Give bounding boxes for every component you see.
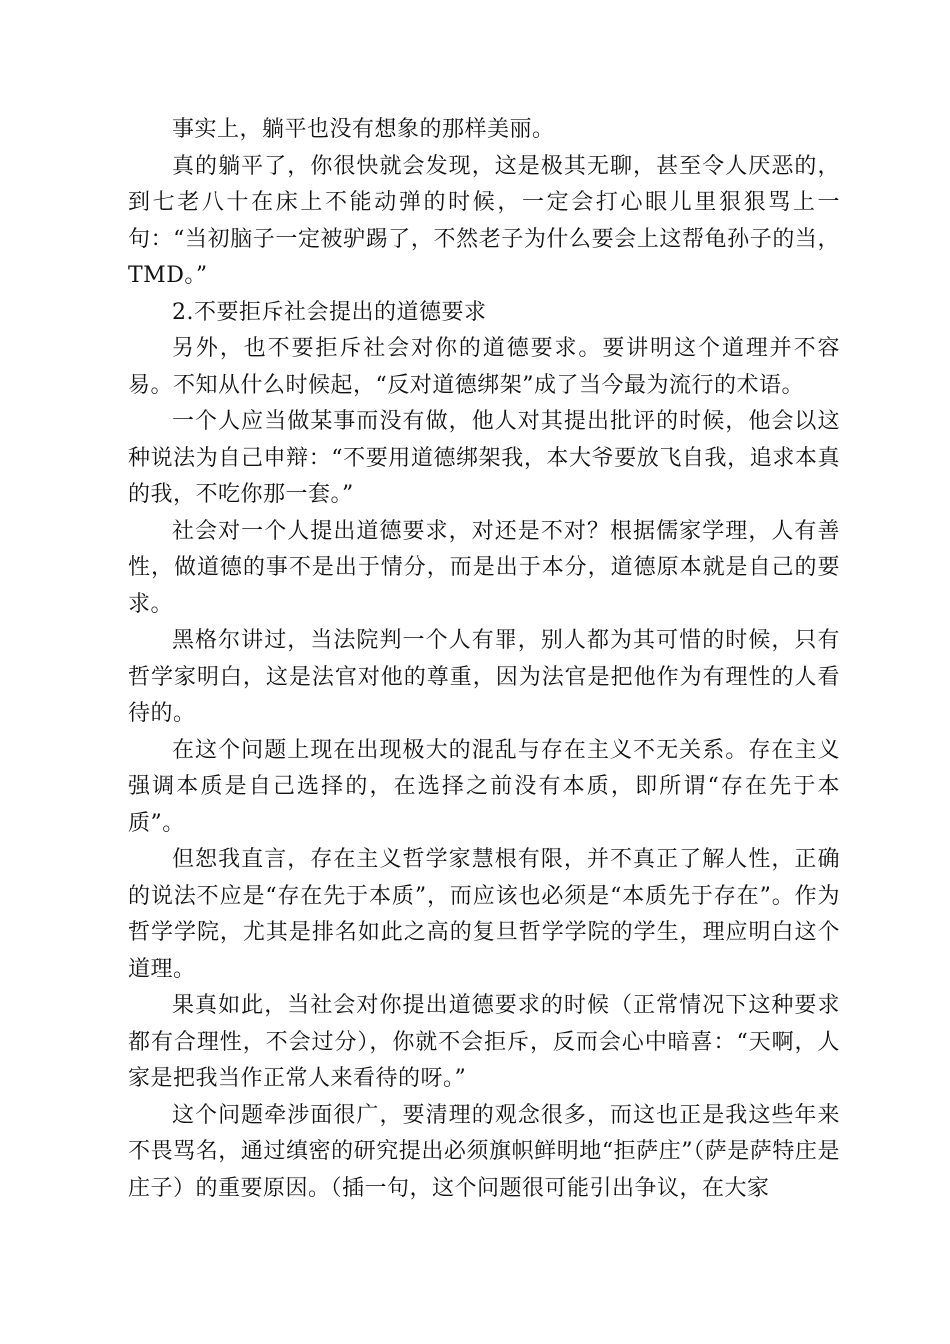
paragraph-confucian-view: 社会对一个人提出道德要求，对还是不对？根据儒家学理，人有善性，做道德的事不是出于情分，而是出于本分，道德原本就是自己的要求。 bbox=[128, 518, 840, 617]
section-heading-moral-demands: 2.不要拒斥社会提出的道德要求 bbox=[172, 299, 487, 325]
paragraph-existentialism: 在这个问题上现在出现极大的混乱与存在主义不无关系。存在主义强调本质是自己选择的，在选择之前没有本质，即所谓“存在先于本质”。 bbox=[128, 737, 840, 836]
paragraph-accept-demands: 果真如此，当社会对你提出道德要求的时候（正常情况下这种要求都有合理性，不会过分），你就不会拒斥，反而会心中暗喜：“天啊，人家是把我当作正常人来看待的呀。” bbox=[128, 993, 840, 1091]
paragraph-lying-flat-consequence: 真的躺平了，你很快就会发现，这是极其无聊，甚至令人厌恶的，到七老八十在床上不能动弹的时候，一定会打心眼儿里狠狠骂上一句：“当初脑子一定被驴踢了，不然老子为什么要会上这帮龟孙子的当，TMD。” bbox=[128, 153, 840, 288]
paragraph-moral-kidnapping: 另外，也不要拒斥社会对你的道德要求。要讲明这个道理并不容易。不知从什么时候起，“反对道德绑架”成了当今最为流行的术语。 bbox=[128, 336, 840, 398]
paragraph-hegel: 黑格尔讲过，当法院判一个人有罪，别人都为其可惜的时候，只有哲学家明白，这是法官对他的尊重，因为法官是把他作为有理性的人看待的。 bbox=[128, 628, 840, 726]
paragraph-essence-before-existence: 但恕我直言，存在主义哲学家慧根有限，并不真正了解人性，正确的说法不应是“存在先于本质”，而应该也必须是“本质先于存在”。作为哲学学院，尤其是排名如此之高的复旦哲学学院的学生，理应明白这个道理。 bbox=[128, 847, 840, 982]
paragraph-lying-flat-intro: 事实上，躺平也没有想象的那样美丽。 bbox=[172, 117, 555, 142]
body-text bbox=[128, 112, 840, 1207]
paragraph-reject-sartre-zhuangzi: 这个问题牵涉面很广，要清理的观念很多，而这也正是我这些年来不畏骂名，通过缜密的研究提出必须旗帜鲜明地“拒萨庄”（萨是萨特庄是庄子）的重要原因。（插一句，这个问题很可能引出争议，在大家 bbox=[128, 1102, 840, 1201]
paragraph-self-defense: 一个人应当做某事而没有做，他人对其提出批评的时候，他会以这种说法为自己申辩：“不要用道德绑架我，本大爷要放飞自我，追求本真的我，不吃你那一套。” bbox=[128, 409, 840, 507]
